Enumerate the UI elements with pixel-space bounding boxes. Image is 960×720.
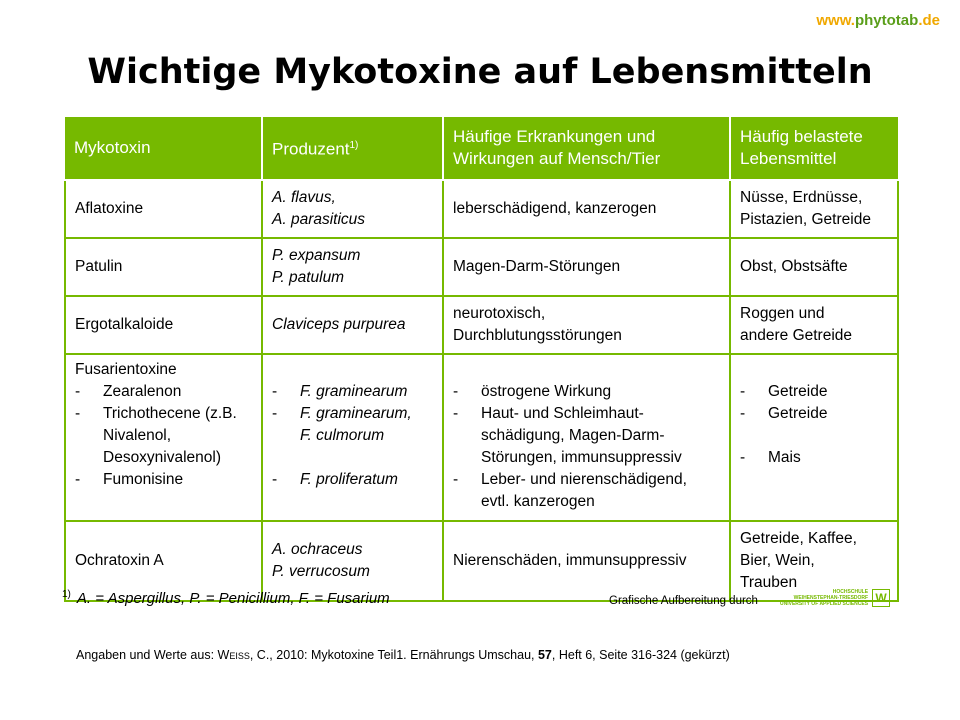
cell-toxin xyxy=(65,354,262,521)
site-url[interactable] xyxy=(816,12,940,29)
cell-effect: Nierenschäden, immunsuppressiv xyxy=(443,521,730,601)
footnote-text: A. = Aspergillus, P. = Penicillium, F. = Fusarium xyxy=(76,590,390,607)
list-item: - östrogene Wirkung xyxy=(453,383,612,400)
list-item: - F. graminearum, F. culmorum xyxy=(272,405,412,444)
cell-food: Roggen und andere Getreide xyxy=(730,296,898,354)
cell-toxin: Patulin xyxy=(65,238,262,296)
list-item: - Trichothecene (z.B. Nivalenol, Desoxynivalenol) xyxy=(75,405,237,466)
logo-mark-icon: W xyxy=(872,589,890,607)
source-rest2: , Heft 6, Seite 316-324 (gekürzt) xyxy=(551,648,730,662)
table-row xyxy=(65,180,898,238)
cell-food: Obst, Obstsäfte xyxy=(730,238,898,296)
list-item: - Haut- und Schleimhaut- schädigung, Magen-Darm- Störungen, immunsuppressiv xyxy=(453,405,682,466)
table-row xyxy=(65,354,898,521)
list-item: - F. graminearum xyxy=(272,383,408,400)
header-produzent: Produzent$^{1)}$ xyxy=(262,117,443,180)
list-item: - Zearalenon xyxy=(75,383,182,400)
site-url-tld: .de xyxy=(918,12,940,29)
source-prefix: Angaben und Werte aus: xyxy=(76,648,215,662)
list-item: - Mais xyxy=(740,449,801,466)
source-citation xyxy=(76,648,730,662)
cell-producer xyxy=(262,354,443,521)
list-item: - F. proliferatum xyxy=(272,471,398,488)
footnote-marker: 1) xyxy=(62,589,71,600)
list-item: - Getreide xyxy=(740,405,828,422)
footnote xyxy=(62,589,390,607)
cell-toxin: Ochratoxin A xyxy=(65,521,262,601)
logo-text: HOCHSCHULE WEIHENSTEPHAN-TRIESDORF UNIVERSITY OF APPLIED SCIENCES xyxy=(780,589,869,607)
table-row xyxy=(65,296,898,354)
cell-producer: Claviceps purpurea xyxy=(262,296,443,354)
source-rest1: , C., 2010: Mykotoxine Teil1. Ernährungs Umschau, xyxy=(249,648,535,662)
site-url-www: www. xyxy=(816,12,855,29)
header-lebensmittel: Häufig belastete Lebensmittel xyxy=(730,117,898,180)
credit-text: Grafische Aufbereitung durch xyxy=(609,595,758,607)
list-item: - Getreide xyxy=(740,383,828,400)
list-item: - Fumonisine xyxy=(75,471,184,488)
header-produzent-footnote-mark: 1) xyxy=(349,140,359,152)
table-row xyxy=(65,238,898,296)
cell-toxin: Aflatoxine xyxy=(65,180,262,238)
cell-food: Nüsse, Erdnüsse, Pistazien, Getreide xyxy=(730,180,898,238)
cell-effect xyxy=(443,354,730,521)
cell-producer: A. ochraceus P. verrucosum xyxy=(262,521,443,601)
source-author: Weiß xyxy=(217,648,250,662)
cell-producer: P. expansum P. patulum xyxy=(262,238,443,296)
source-volume: 57 xyxy=(537,648,552,662)
cell-food: Getreide, Kaffee, Bier, Wein, Trauben xyxy=(730,521,898,601)
cell-effect: neurotoxisch, Durchblutungsstörungen xyxy=(443,296,730,354)
mycotoxin-table xyxy=(64,117,899,602)
toxin-group-label: Fusarientoxine xyxy=(75,361,177,378)
header-mykotoxin: Mykotoxin xyxy=(65,117,262,180)
cell-food xyxy=(730,354,898,521)
site-url-domain: phytotab xyxy=(854,12,919,29)
cell-toxin: Ergotalkaloide xyxy=(65,296,262,354)
university-logo xyxy=(780,589,890,607)
list-item: - Leber- und nierenschädigend, evtl. kanzerogen xyxy=(453,471,687,510)
page-title: Wichtige Mykotoxine auf Lebensmitteln xyxy=(87,52,873,92)
cell-producer: A. flavus, A. parasiticus xyxy=(262,180,443,238)
cell-effect: leberschädigend, kanzerogen xyxy=(443,180,730,238)
table-header-row xyxy=(65,117,898,180)
cell-effect: Magen-Darm-Störungen xyxy=(443,238,730,296)
header-wirkung: Häufige Erkrankungen und Wirkungen auf Mensch/Tier xyxy=(443,117,730,180)
